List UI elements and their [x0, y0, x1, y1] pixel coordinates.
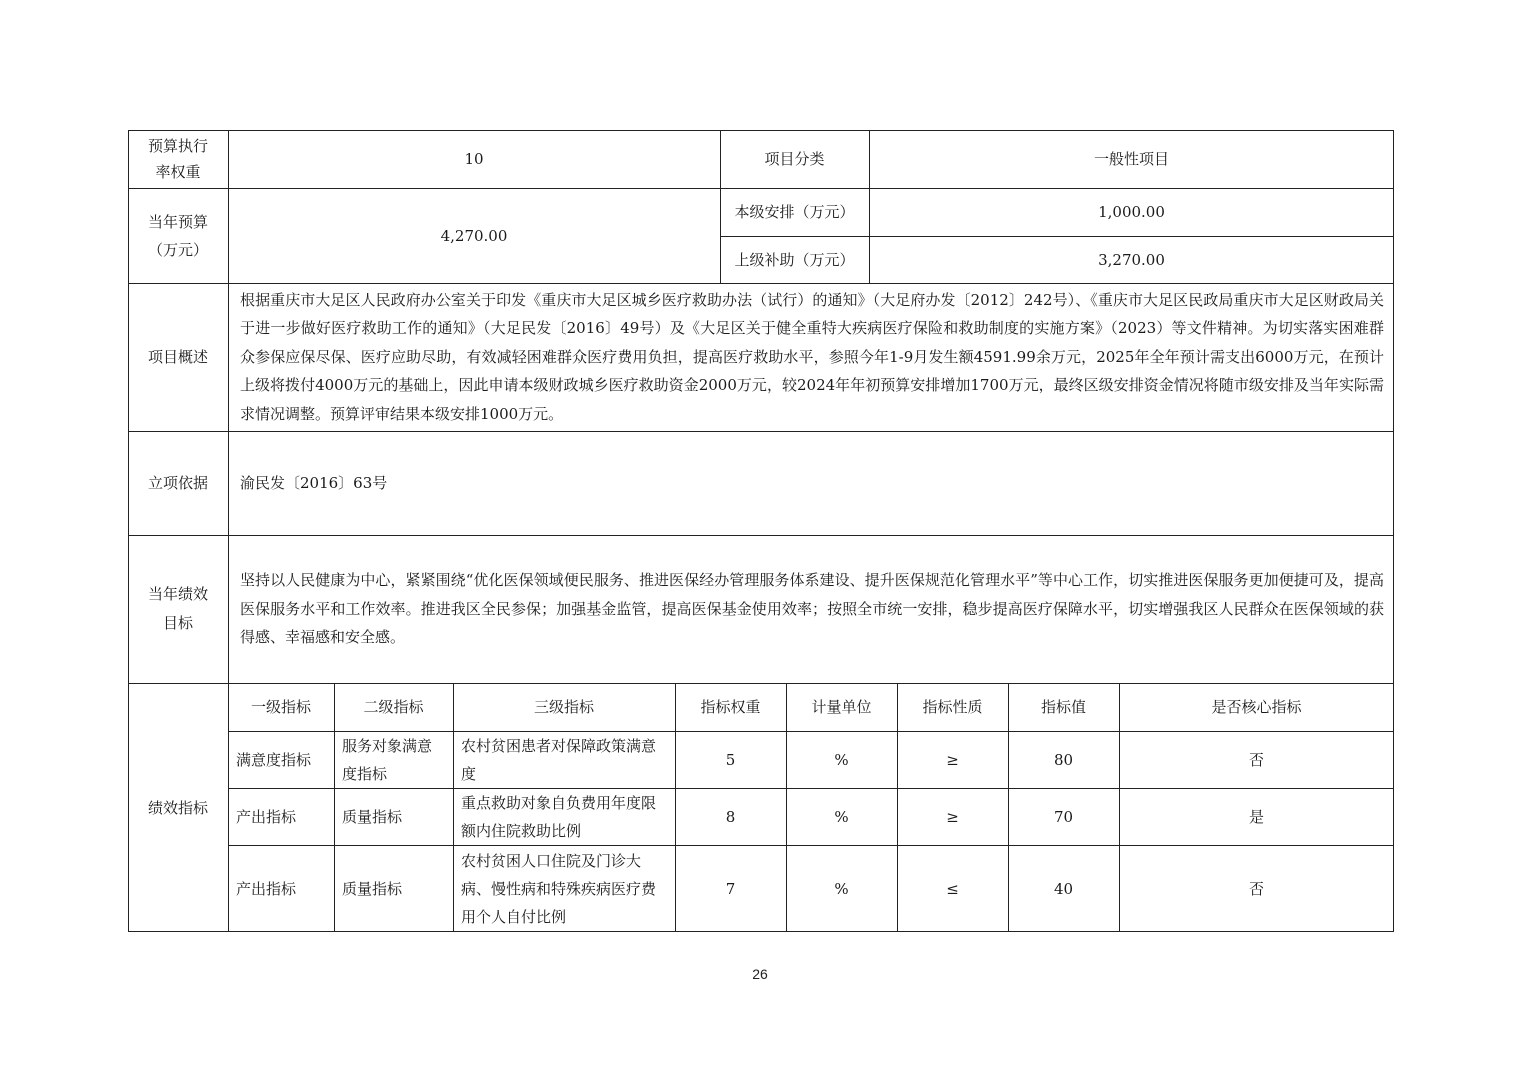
grid-line — [869, 130, 870, 284]
indicator-cell: 是 — [1248, 807, 1264, 826]
indicator-column-header: 二级指标 — [363, 698, 424, 716]
indicator-column-header: 三级指标 — [533, 698, 594, 716]
local-label: 本级安排（万元） — [734, 203, 855, 221]
indicator-column-header: 一级指标 — [250, 698, 311, 716]
indicator-column-header: 是否核心指标 — [1211, 698, 1302, 716]
indicator-column-header: 指标值 — [1040, 698, 1086, 716]
category-value: 一般性项目 — [1093, 150, 1169, 168]
budget-label: 当年预算（万元） — [148, 212, 209, 259]
goal-text: 坚持以人民健康为中心，紧紧围绕“优化医保领域便民服务、推进医保经办管理服务体系建设、提升医保规范化管理水平”等中心工作，切实推进医保服务更加便捷可及，提高医保服务水平和工作效率。推进我区全民参保；加强基金监管，提高医保基金使用效率；按照全市统一安排，稳步提高医疗保障水平，切实增强我区人民群众在医保领域的获得感、幸福感和安全感。 — [240, 571, 1384, 647]
indicator-cell: 服务对象满意度指标 — [342, 736, 433, 783]
indicator-cell: ≤ — [946, 879, 959, 898]
indicator-column-header: 指标性质 — [922, 698, 983, 716]
upper-value: 3,270.00 — [1098, 250, 1165, 269]
category-label: 项目分类 — [764, 150, 825, 168]
grid-line — [128, 130, 129, 932]
indicator-cell: 8 — [725, 807, 736, 826]
basis-label: 立项依据 — [147, 474, 208, 492]
indicator-cell: 否 — [1248, 879, 1264, 898]
indicator-cell: 满意度指标 — [236, 750, 312, 769]
indicator-cell: 质量指标 — [342, 807, 403, 826]
overview-text: 根据重庆市大足区人民政府办公室关于印发《重庆市大足区城乡医疗救助办法（试行）的通知》（大足府办发〔2012〕242号）、《重庆市大足区民政局重庆市大足区财政局关于进一步做好医疗救助工作的通知》（大足民发〔2016〕49号）及《大足区关于健全重特大疾病医疗保险和救助制度的实施方案》（2023）等文件精神。为切实落实困难群众参保应保尽保、医疗应助尽助，有效减轻困难群众医疗费用负担，提高医疗救助水平，参照今年1-9月发生额4591.99余万元，2025年全年预计需支出6000万元，在预计上级将拨付4000万元的基础上，因此申请本级财政城乡医疗救助资金2000万元，较2024年年初预算安排增加1700万元，最终区级安排资金情况将随市级安排及当年实际需求情况调整。预算评审结果本级安排1000万元。 — [240, 290, 1384, 423]
indicator-cell: 7 — [725, 879, 736, 898]
indicator-cell: % — [834, 879, 849, 898]
weight-value: 10 — [464, 150, 484, 168]
indicator-cell: 产出指标 — [236, 879, 297, 898]
grid-line — [128, 188, 1394, 189]
indicators-label: 绩效指标 — [147, 798, 208, 817]
indicator-cell: 5 — [725, 750, 736, 769]
goal-label: 当年绩效目标 — [147, 585, 208, 632]
indicator-cell: 农村贫困人口住院及门诊大病、慢性病和特殊疾病医疗费用个人自付比例 — [461, 851, 657, 926]
page-number: 26 — [752, 966, 768, 982]
grid-line — [128, 431, 1394, 432]
overview-label: 项目概述 — [147, 348, 208, 366]
indicator-cell: 40 — [1053, 879, 1074, 898]
indicator-cell: 否 — [1248, 750, 1264, 769]
grid-line — [720, 236, 1394, 237]
grid-line — [128, 283, 1394, 284]
basis-text: 渝民发〔2016〕63号 — [240, 474, 388, 492]
local-value: 1,000.00 — [1098, 203, 1165, 221]
indicator-column-header: 计量单位 — [811, 698, 872, 716]
indicator-column-header: 指标权重 — [700, 698, 761, 716]
indicator-cell: 农村贫困患者对保障政策满意度 — [461, 736, 657, 783]
grid-line — [128, 130, 1394, 131]
indicator-cell: ≥ — [946, 807, 959, 826]
budget-value: 4,270.00 — [440, 226, 508, 245]
indicator-cell: 产出指标 — [236, 807, 297, 826]
weight-label: 预算执行率权重 — [148, 137, 209, 181]
grid-line — [128, 535, 1394, 536]
indicator-cell: ≥ — [946, 750, 959, 769]
indicator-cell: 质量指标 — [342, 879, 403, 898]
budget-project-table — [128, 130, 1394, 932]
indicator-cell: % — [834, 807, 849, 826]
indicator-cell: 重点救助对象自负费用年度限额内住院救助比例 — [461, 793, 657, 840]
upper-label: 上级补助（万元） — [734, 250, 855, 269]
grid-line — [720, 130, 721, 284]
indicator-cell: 70 — [1053, 807, 1074, 826]
indicator-cell: % — [834, 750, 849, 769]
indicator-cell: 80 — [1053, 750, 1074, 769]
